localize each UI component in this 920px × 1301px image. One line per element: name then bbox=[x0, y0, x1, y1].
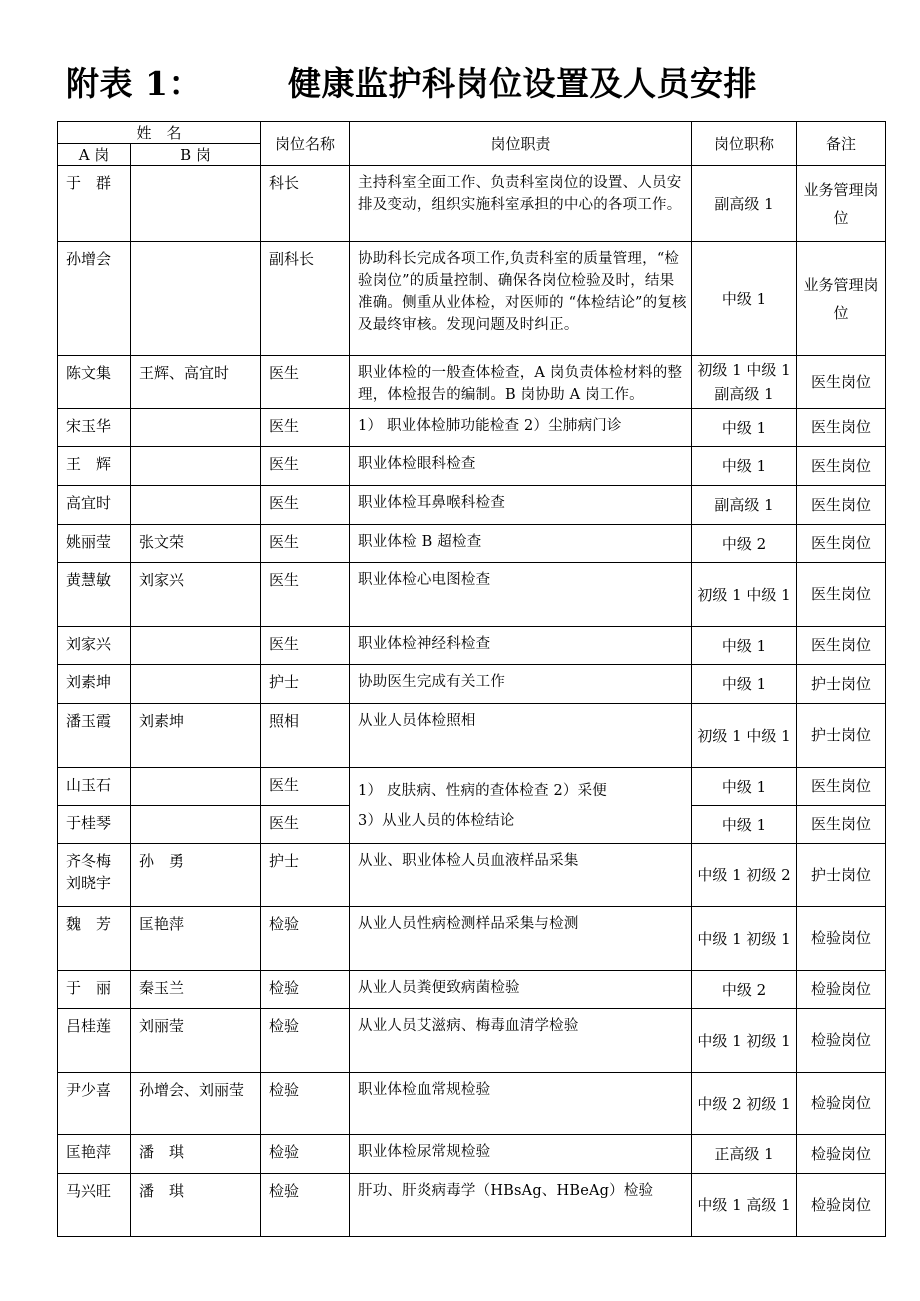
cell-a-post: 陈文集 bbox=[58, 356, 131, 409]
cell-position: 检验 bbox=[261, 971, 350, 1009]
header-name-group: 姓 名 bbox=[58, 122, 261, 144]
table-row bbox=[58, 768, 886, 806]
cell-note: 医生岗位 bbox=[797, 627, 886, 665]
cell-note: 检验岗位 bbox=[797, 907, 886, 971]
table-row bbox=[58, 409, 886, 447]
cell-a-post: 魏 芳 bbox=[58, 907, 131, 971]
page-title bbox=[66, 58, 826, 108]
cell-b-post: 孙增会、刘丽莹 bbox=[131, 1073, 261, 1135]
cell-a-post: 齐冬梅 刘晓宇 bbox=[58, 844, 131, 907]
cell-note: 医生岗位 bbox=[797, 563, 886, 627]
cell-rank: 初级 1 中级 1 bbox=[692, 704, 797, 768]
cell-note: 护士岗位 bbox=[797, 844, 886, 907]
cell-a-post: 于 丽 bbox=[58, 971, 131, 1009]
cell-duty: 职业体检眼科检查 bbox=[350, 447, 692, 486]
cell-b-post bbox=[131, 665, 261, 704]
cell-duty: 主持科室全面工作、负责科室岗位的设置、人员安排及变动，组织实施科室承担的中心的各项工作。 bbox=[350, 166, 692, 242]
header-rank: 岗位职称 bbox=[692, 122, 797, 166]
cell-a-post: 孙增会 bbox=[58, 242, 131, 356]
cell-duty: 从业人员性病检测样品采集与检测 bbox=[350, 907, 692, 971]
cell-a-post: 匡艳萍 bbox=[58, 1135, 131, 1174]
table-row bbox=[58, 356, 886, 409]
cell-note: 业务管理岗位 bbox=[797, 242, 886, 356]
cell-position: 医生 bbox=[261, 525, 350, 563]
table-row bbox=[58, 627, 886, 665]
header-position: 岗位名称 bbox=[261, 122, 350, 166]
cell-note: 护士岗位 bbox=[797, 665, 886, 704]
cell-a-post: 马兴旺 bbox=[58, 1174, 131, 1237]
cell-b-post: 孙 勇 bbox=[131, 844, 261, 907]
cell-duty: 职业体检神经科检查 bbox=[350, 627, 692, 665]
table-row bbox=[58, 525, 886, 563]
header-duty: 岗位职责 bbox=[350, 122, 692, 166]
cell-position: 医生 bbox=[261, 486, 350, 525]
cell-rank: 初级 1 中级 1 bbox=[692, 563, 797, 627]
cell-note: 医生岗位 bbox=[797, 356, 886, 409]
header-note: 备注 bbox=[797, 122, 886, 166]
cell-position: 医生 bbox=[261, 409, 350, 447]
cell-rank: 副高级 1 bbox=[692, 486, 797, 525]
cell-rank: 中级 1 初级 1 bbox=[692, 907, 797, 971]
cell-position: 检验 bbox=[261, 907, 350, 971]
cell-b-post bbox=[131, 806, 261, 844]
cell-note: 医生岗位 bbox=[797, 486, 886, 525]
cell-duty: 肝功、肝炎病毒学（HBsAg、HBeAg）检验 bbox=[350, 1174, 692, 1237]
cell-b-post: 匡艳萍 bbox=[131, 907, 261, 971]
cell-duty: 职业体检 B 超检查 bbox=[350, 525, 692, 563]
cell-rank: 初级 1 中级 1 副高级 1 bbox=[692, 356, 797, 409]
table-row bbox=[58, 971, 886, 1009]
cell-position: 检验 bbox=[261, 1073, 350, 1135]
table-row bbox=[58, 1174, 886, 1237]
staff-table bbox=[57, 121, 886, 1237]
cell-position: 副科长 bbox=[261, 242, 350, 356]
cell-duty: 从业人员艾滋病、梅毒血清学检验 bbox=[350, 1009, 692, 1073]
cell-b-post: 刘丽莹 bbox=[131, 1009, 261, 1073]
cell-rank: 中级 1 高级 1 bbox=[692, 1174, 797, 1237]
cell-position: 照相 bbox=[261, 704, 350, 768]
cell-note: 检验岗位 bbox=[797, 1073, 886, 1135]
cell-b-post: 秦玉兰 bbox=[131, 971, 261, 1009]
cell-position: 检验 bbox=[261, 1009, 350, 1073]
cell-b-post: 刘素坤 bbox=[131, 704, 261, 768]
cell-b-post: 王辉、高宜时 bbox=[131, 356, 261, 409]
cell-duty-shared bbox=[350, 768, 692, 844]
cell-rank: 中级 1 bbox=[692, 665, 797, 704]
cell-position: 医生 bbox=[261, 768, 350, 806]
cell-a-post: 吕桂莲 bbox=[58, 1009, 131, 1073]
cell-rank: 中级 1 bbox=[692, 447, 797, 486]
cell-a-post: 潘玉霞 bbox=[58, 704, 131, 768]
cell-duty: 职业体检的一般查体检查，A 岗负责体检材料的整理，体检报告的编制。B 岗协助 A 岗工作。 bbox=[350, 356, 692, 409]
cell-duty: 从业、职业体检人员血液样品采集 bbox=[350, 844, 692, 907]
cell-rank: 中级 1 初级 1 bbox=[692, 1009, 797, 1073]
cell-b-post: 刘家兴 bbox=[131, 563, 261, 627]
cell-rank: 中级 1 bbox=[692, 242, 797, 356]
cell-b-post bbox=[131, 242, 261, 356]
cell-a-post: 宋玉华 bbox=[58, 409, 131, 447]
cell-position: 医生 bbox=[261, 356, 350, 409]
cell-duty: 1） 职业体检肺功能检查 2）尘肺病门诊 bbox=[350, 409, 692, 447]
cell-b-post bbox=[131, 447, 261, 486]
header-row-1 bbox=[58, 122, 886, 144]
cell-duty: 职业体检耳鼻喉科检查 bbox=[350, 486, 692, 525]
table-row bbox=[58, 486, 886, 525]
table-row bbox=[58, 907, 886, 971]
cell-a-post: 于 群 bbox=[58, 166, 131, 242]
cell-note: 医生岗位 bbox=[797, 768, 886, 806]
cell-rank: 中级 1 bbox=[692, 768, 797, 806]
shared-duty-line-1: 1） 皮肤病、性病的查体检查 2）采便 bbox=[358, 782, 607, 799]
cell-rank: 中级 1 初级 2 bbox=[692, 844, 797, 907]
cell-position: 医生 bbox=[261, 627, 350, 665]
cell-duty: 职业体检心电图检查 bbox=[350, 563, 692, 627]
cell-position: 检验 bbox=[261, 1174, 350, 1237]
table-row bbox=[58, 844, 886, 907]
cell-a-post: 于桂琴 bbox=[58, 806, 131, 844]
cell-position: 检验 bbox=[261, 1135, 350, 1174]
cell-a-post: 刘家兴 bbox=[58, 627, 131, 665]
cell-rank: 中级 1 bbox=[692, 627, 797, 665]
cell-note: 检验岗位 bbox=[797, 1009, 886, 1073]
cell-duty: 职业体检血常规检验 bbox=[350, 1073, 692, 1135]
shared-duty-line-2: 3）从业人员的体检结论 bbox=[358, 812, 515, 829]
cell-b-post bbox=[131, 166, 261, 242]
header-a-post: A 岗 bbox=[58, 144, 131, 166]
cell-rank: 中级 2 初级 1 bbox=[692, 1073, 797, 1135]
cell-position: 护士 bbox=[261, 844, 350, 907]
cell-position: 护士 bbox=[261, 665, 350, 704]
cell-duty: 协助医生完成有关工作 bbox=[350, 665, 692, 704]
cell-a-post: 山玉石 bbox=[58, 768, 131, 806]
cell-b-post bbox=[131, 768, 261, 806]
cell-note: 检验岗位 bbox=[797, 1135, 886, 1174]
cell-rank: 中级 1 bbox=[692, 409, 797, 447]
cell-rank: 正高级 1 bbox=[692, 1135, 797, 1174]
cell-note: 医生岗位 bbox=[797, 447, 886, 486]
cell-note: 医生岗位 bbox=[797, 525, 886, 563]
cell-b-post bbox=[131, 409, 261, 447]
cell-b-post bbox=[131, 486, 261, 525]
title-text: 健康监护科岗位设置及人员安排 bbox=[287, 64, 757, 103]
cell-a-post: 黄慧敏 bbox=[58, 563, 131, 627]
cell-position: 科长 bbox=[261, 166, 350, 242]
cell-note: 业务管理岗位 bbox=[797, 166, 886, 242]
cell-duty: 职业体检尿常规检验 bbox=[350, 1135, 692, 1174]
cell-b-post: 张文荣 bbox=[131, 525, 261, 563]
table-row bbox=[58, 1135, 886, 1174]
cell-rank: 中级 1 bbox=[692, 806, 797, 844]
cell-duty: 协助科长完成各项工作,负责科室的质量管理，“检验岗位”的质量控制、确保各岗位检验及时，结果准确。侧重从业体检，对医师的 “体检结论”的复核及最终审核。发现问题及时纠正。 bbox=[350, 242, 692, 356]
table-row bbox=[58, 1073, 886, 1135]
cell-position: 医生 bbox=[261, 806, 350, 844]
cell-b-post bbox=[131, 627, 261, 665]
cell-a-post: 刘素坤 bbox=[58, 665, 131, 704]
cell-a-post: 高宜时 bbox=[58, 486, 131, 525]
table-row bbox=[58, 447, 886, 486]
table-row bbox=[58, 166, 886, 242]
cell-position: 医生 bbox=[261, 563, 350, 627]
table-row bbox=[58, 242, 886, 356]
cell-note: 检验岗位 bbox=[797, 1174, 886, 1237]
cell-a-post: 王 辉 bbox=[58, 447, 131, 486]
table-row bbox=[58, 665, 886, 704]
header-b-post: B 岗 bbox=[131, 144, 261, 166]
cell-note: 医生岗位 bbox=[797, 806, 886, 844]
cell-position: 医生 bbox=[261, 447, 350, 486]
cell-a-post: 姚丽莹 bbox=[58, 525, 131, 563]
table-row bbox=[58, 1009, 886, 1073]
table-row bbox=[58, 704, 886, 768]
cell-duty: 从业人员体检照相 bbox=[350, 704, 692, 768]
cell-b-post: 潘 琪 bbox=[131, 1135, 261, 1174]
cell-b-post: 潘 琪 bbox=[131, 1174, 261, 1237]
table-row bbox=[58, 563, 886, 627]
cell-note: 检验岗位 bbox=[797, 971, 886, 1009]
cell-note: 医生岗位 bbox=[797, 409, 886, 447]
cell-note: 护士岗位 bbox=[797, 704, 886, 768]
cell-rank: 副高级 1 bbox=[692, 166, 797, 242]
cell-duty: 从业人员粪便致病菌检验 bbox=[350, 971, 692, 1009]
cell-a-post: 尹少喜 bbox=[58, 1073, 131, 1135]
cell-rank: 中级 2 bbox=[692, 525, 797, 563]
title-label: 附表 1： bbox=[66, 64, 202, 103]
cell-rank: 中级 2 bbox=[692, 971, 797, 1009]
